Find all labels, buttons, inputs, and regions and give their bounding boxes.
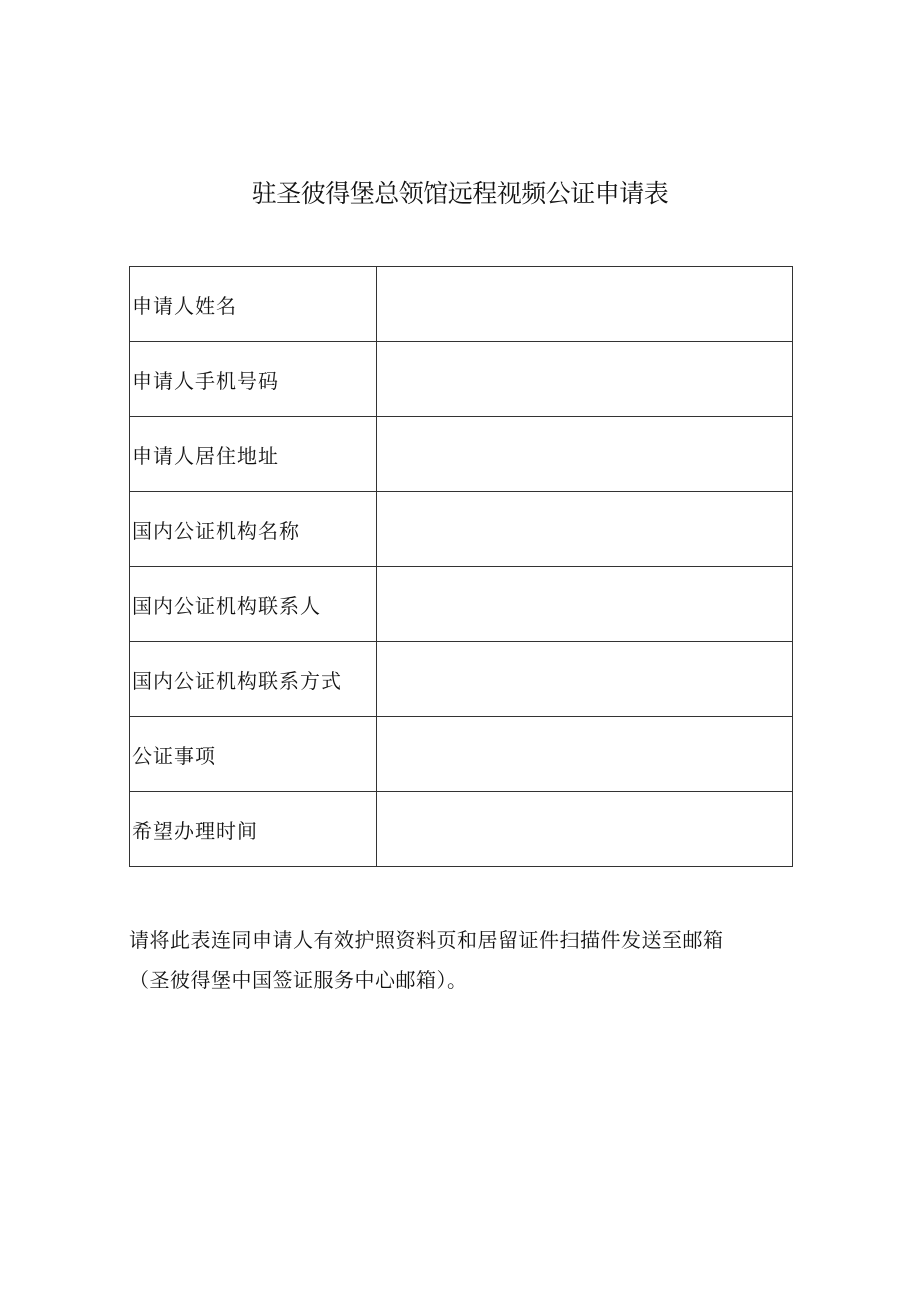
table-row bbox=[130, 492, 793, 567]
applicant-phone-label: 申请人手机号码 bbox=[130, 342, 377, 417]
table-row bbox=[130, 792, 793, 867]
preferred-time-label: 希望办理时间 bbox=[130, 792, 377, 867]
applicant-name-value[interactable] bbox=[377, 267, 793, 342]
notary-contact-person-label: 国内公证机构联系人 bbox=[130, 567, 377, 642]
notary-name-value[interactable] bbox=[377, 492, 793, 567]
table-row bbox=[130, 417, 793, 492]
notary-contact-method-label: 国内公证机构联系方式 bbox=[130, 642, 377, 717]
notary-name-label: 国内公证机构名称 bbox=[130, 492, 377, 567]
notarization-matter-label: 公证事项 bbox=[130, 717, 377, 792]
table-row bbox=[130, 717, 793, 792]
application-form-table bbox=[129, 266, 793, 867]
notarization-matter-value[interactable] bbox=[377, 717, 793, 792]
applicant-address-value[interactable] bbox=[377, 417, 793, 492]
table-row bbox=[130, 642, 793, 717]
preferred-time-value[interactable] bbox=[377, 792, 793, 867]
notary-contact-person-value[interactable] bbox=[377, 567, 793, 642]
applicant-address-label: 申请人居住地址 bbox=[130, 417, 377, 492]
notary-contact-method-value[interactable] bbox=[377, 642, 793, 717]
applicant-name-label: 申请人姓名 bbox=[130, 267, 377, 342]
instructions-line-2: （圣彼得堡中国签证服务中心邮箱）。 bbox=[129, 968, 468, 992]
page-title: 驻圣彼得堡总领馆远程视频公证申请表 bbox=[251, 179, 669, 208]
submission-instructions bbox=[129, 920, 809, 1000]
instructions-line-1: 请将此表连同申请人有效护照资料页和居留证件扫描件发送至邮箱 bbox=[129, 928, 724, 952]
table-row bbox=[130, 342, 793, 417]
applicant-phone-value[interactable] bbox=[377, 342, 793, 417]
table-row bbox=[130, 567, 793, 642]
table-row bbox=[130, 267, 793, 342]
